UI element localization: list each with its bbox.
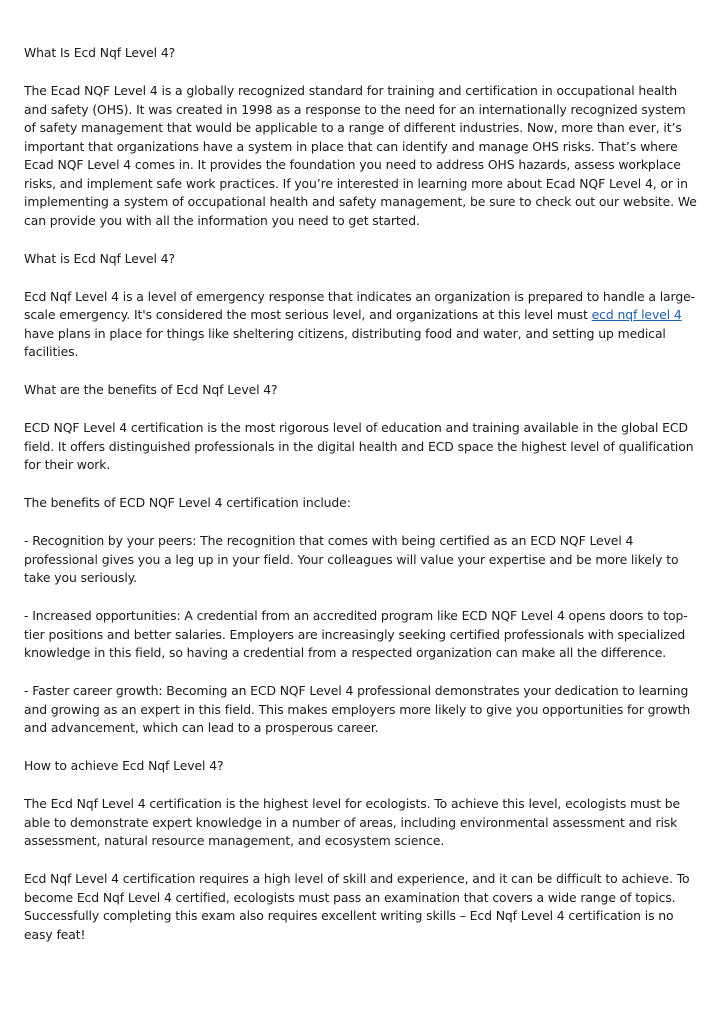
achieve-paragraph-1: The Ecd Nqf Level 4 certification is the highest level for ecologists. To achieve this level, ecologists must be able to demonstrate expert knowledge in a number of areas, including environmental assessment and risk assessment, natural resource management, and ecosystem science.: [24, 796, 681, 848]
heading-benefits: What are the benefits of Ecd Nqf Level 4?: [24, 382, 278, 397]
what-text-after: have plans in place for things like sheltering citizens, distributing food and water, and setting up medical facilities.: [24, 325, 666, 359]
heading-what: What is Ecd Nqf Level 4?: [24, 250, 175, 266]
what-text-before: Ecd Nqf Level 4 is a level of emergency response that indicates an organization is prepared to handle a large-scale emergency. It's considered the most serious level, and organizations at this level must: [24, 288, 695, 322]
achieve-paragraph-2: Ecd Nqf Level 4 certification requires a high level of skill and experience, and it can be difficult to achieve. To become Ecd Nqf Level 4 certified, ecologists must pass an examination that covers a wide range of topics. Successfully completing this exam also requires excellent writing skills – Ecd Nqf Level 4 certification is no easy feat!: [24, 871, 690, 942]
benefit-opportunities: - Increased opportunities: A credential from an accredited program like ECD NQF Level 4 opens doors to top-tier positions and better salaries. Employers are increasingly seeking certified professionals with specialized knowledge in this field, so having a credential from a respected organization can make all the difference.: [24, 608, 688, 660]
page-title: What Is Ecd Nqf Level 4?: [24, 45, 176, 60]
heading-achieve: How to achieve Ecd Nqf Level 4?: [24, 758, 224, 773]
benefit-recognition: - Recognition by your peers: The recognition that comes with being certified as an ECD NQF Level 4 professional gives you a leg up in your field. Your colleagues will value your expertise and be more likely to take you seriously.: [24, 533, 679, 585]
benefits-intro-paragraph: ECD NQF Level 4 certification is the most rigorous level of education and training available in the global ECD field. It offers distinguished professionals in the digital health and ECD space the highest level of qualification for their work.: [24, 420, 694, 472]
document-page: [24, 44, 698, 964]
benefit-growth: - Faster career growth: Becoming an ECD NQF Level 4 professional demonstrates your dedication to learning and growing as an expert in this field. This makes employers more likely to give you opportunities for growth and advancement, which can lead to a prosperous career.: [24, 683, 691, 735]
ecd-nqf-level-4-link[interactable]: ecd nqf level 4: [591, 307, 682, 322]
what-paragraph: [24, 288, 698, 362]
benefits-lead: The benefits of ECD NQF Level 4 certification include:: [24, 495, 351, 510]
intro-paragraph: The Ecad NQF Level 4 is a globally recognized standard for training and certification in occupational health and safety (OHS). It was created in 1998 as a response to the need for an internationally recognized system of safety management that would be applicable to a range of different industries. Now, more than ever, it’s important that organizations have a system in place that can identify and manage OHS risks. That’s where Ecad NQF Level 4 comes in. It provides the foundation you need to address OHS hazards, assess workplace risks, and implement safe work practices. If you’re interested in learning more about Ecad NQF Level 4, or in implementing a system of occupational health and safety management, be sure to check out our website. We can provide you with all the information you need to get started.: [24, 83, 697, 228]
